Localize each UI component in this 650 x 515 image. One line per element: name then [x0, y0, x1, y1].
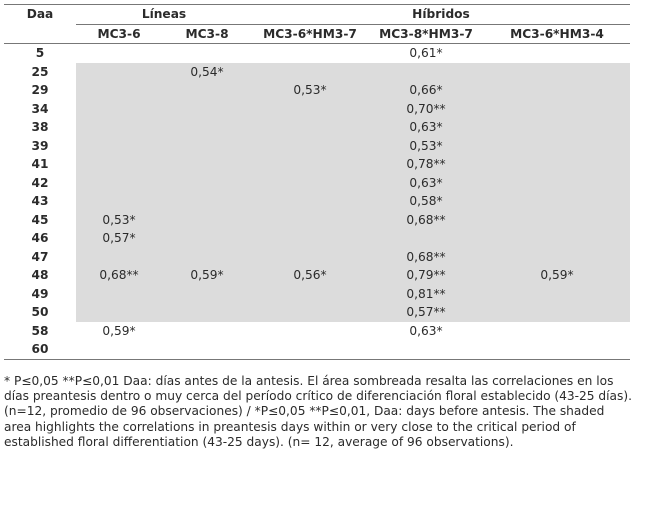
daa-cell: 39: [31, 138, 49, 153]
daa-cell: 43: [31, 194, 49, 208]
value-cell: [252, 44, 368, 63]
table-row: [4, 63, 630, 82]
table-footnote: * P≤0,05 **P≤0,01 Daa: días antes de la antesis. El área sombreada resalta las correlaciones en los días preantesis dentro o muy cerca del período crítico de diferenciación floral establecido (43-25 días). (n=12, promedio de 96 observaciones) / *P≤0,05 **P≤0,01, Daa: days before antesis. The shaded area highlights the correlations in preantesis days within or very close to the critical period of established floral differentiation (43-25 days). (n= 12, average of 96 observations).: [4, 374, 633, 449]
value-cell: 0,78**: [368, 155, 484, 174]
value-cell: [484, 248, 630, 267]
value-cell: [162, 322, 252, 341]
value-cell: [76, 118, 162, 137]
value-cell: [162, 81, 252, 100]
value-cell: [484, 81, 630, 100]
table-row: [4, 137, 630, 156]
daa-cell: 34: [31, 101, 49, 116]
value-cell: [162, 303, 252, 322]
value-cell: [162, 155, 252, 174]
value-cell: [162, 44, 252, 63]
value-cell: [76, 100, 162, 119]
header-daa: Daa: [4, 5, 76, 25]
table-row: [4, 322, 630, 341]
value-cell: [484, 229, 630, 248]
value-cell: [368, 229, 484, 248]
value-cell: 0,53*: [252, 81, 368, 100]
value-cell: [252, 192, 368, 211]
table-row: [4, 44, 630, 63]
value-cell: [76, 63, 162, 82]
daa-cell: 47: [31, 249, 49, 264]
daa-cell: 50: [31, 305, 49, 319]
header-col-mc3-6-hm3-7: MC3-6*HM3-7: [252, 24, 368, 44]
table-row: [4, 303, 630, 322]
daa-cell: 58: [31, 323, 49, 338]
value-cell: [162, 100, 252, 119]
daa-cell: 60: [4, 340, 76, 359]
header-group-lineas: Líneas: [76, 5, 252, 25]
value-cell: [484, 192, 630, 211]
table-row: [4, 266, 630, 285]
value-cell: 0,54*: [162, 63, 252, 82]
value-cell: 0,68**: [368, 211, 484, 230]
value-cell: 0,53*: [76, 211, 162, 230]
table-row: [4, 174, 630, 193]
table-row: [4, 192, 630, 211]
value-cell: [76, 81, 162, 100]
table-row: [4, 340, 630, 359]
value-cell: 0,66*: [368, 81, 484, 100]
table-row: [4, 285, 630, 304]
value-cell: 0,53*: [368, 137, 484, 156]
daa-cell: 5: [35, 46, 45, 60]
value-cell: 0,81**: [368, 285, 484, 304]
table-row: [4, 248, 630, 267]
value-cell: [162, 118, 252, 137]
value-cell: [252, 118, 368, 137]
value-cell: [484, 211, 630, 230]
value-cell: [76, 155, 162, 174]
value-cell: [252, 155, 368, 174]
daa-cell: 29: [31, 83, 49, 97]
value-cell: [252, 211, 368, 230]
value-cell: [76, 303, 162, 322]
value-cell: [162, 285, 252, 304]
value-cell: [484, 322, 630, 341]
header-row-columns: [4, 24, 630, 44]
value-cell: 0,68**: [368, 248, 484, 267]
value-cell: [162, 229, 252, 248]
value-cell: 0,70**: [368, 100, 484, 119]
daa-cell: 25: [31, 64, 49, 79]
value-cell: [252, 248, 368, 267]
value-cell: [484, 63, 630, 82]
value-cell: 0,59*: [162, 266, 252, 285]
header-row-groups: [4, 5, 630, 25]
daa-cell: 49: [31, 286, 49, 301]
daa-cell: 45: [31, 212, 49, 227]
value-cell: [76, 137, 162, 156]
value-cell: [162, 137, 252, 156]
value-cell: 0,59*: [102, 323, 136, 338]
value-cell: 0,59*: [484, 266, 630, 285]
header-col-mc3-6-hm3-4: MC3-6*HM3-4: [484, 24, 630, 44]
daa-cell: 38: [31, 120, 49, 134]
value-cell: [484, 100, 630, 119]
value-cell: 0,79**: [368, 266, 484, 285]
value-cell: [76, 192, 162, 211]
table-body: [4, 44, 630, 360]
value-cell: [252, 229, 368, 248]
header-empty: [4, 24, 76, 44]
table-row: [4, 81, 630, 100]
value-cell: 0,58*: [368, 192, 484, 211]
value-cell: [484, 285, 630, 304]
table-row: [4, 118, 630, 137]
value-cell: [162, 340, 252, 359]
value-cell: [76, 340, 162, 359]
value-cell: 0,56*: [252, 266, 368, 285]
table-row: [4, 229, 630, 248]
value-cell: [252, 100, 368, 119]
value-cell: [252, 174, 368, 193]
value-cell: [484, 137, 630, 156]
value-cell: [252, 303, 368, 322]
value-cell: 0,63*: [409, 323, 443, 338]
value-cell: [252, 63, 368, 82]
value-cell: [484, 340, 630, 359]
value-cell: [484, 118, 630, 137]
daa-cell: 46: [31, 231, 49, 245]
value-cell: [484, 155, 630, 174]
value-cell: [162, 211, 252, 230]
value-cell: [368, 63, 484, 82]
value-cell: [162, 248, 252, 267]
value-cell: [252, 340, 368, 359]
value-cell: [484, 303, 630, 322]
value-cell: 0,57*: [76, 229, 162, 248]
value-cell: 0,68**: [76, 266, 162, 285]
header-col-mc3-8-hm3-7: MC3-8*HM3-7: [368, 24, 484, 44]
value-cell: [252, 322, 368, 341]
table-row: [4, 211, 630, 230]
value-cell: 0,61*: [409, 46, 443, 60]
daa-cell: 41: [31, 157, 49, 171]
table-row: [4, 100, 630, 119]
value-cell: [76, 44, 162, 63]
value-cell: 0,63*: [368, 174, 484, 193]
table-row: [4, 155, 630, 174]
value-cell: 0,63*: [368, 118, 484, 137]
value-cell: [76, 248, 162, 267]
header-col-mc3-6: MC3-6: [76, 24, 162, 44]
value-cell: [252, 285, 368, 304]
value-cell: [484, 174, 630, 193]
value-cell: [76, 285, 162, 304]
daa-cell: 42: [31, 175, 49, 190]
value-cell: [484, 44, 630, 63]
value-cell: [368, 340, 484, 359]
header-col-mc3-8: MC3-8: [162, 24, 252, 44]
value-cell: [162, 192, 252, 211]
value-cell: [252, 137, 368, 156]
value-cell: [76, 174, 162, 193]
value-cell: 0,57**: [368, 303, 484, 322]
value-cell: [162, 174, 252, 193]
header-group-hibridos: Híbridos: [252, 5, 630, 25]
daa-cell: 48: [31, 268, 49, 282]
correlation-table: [4, 4, 630, 360]
